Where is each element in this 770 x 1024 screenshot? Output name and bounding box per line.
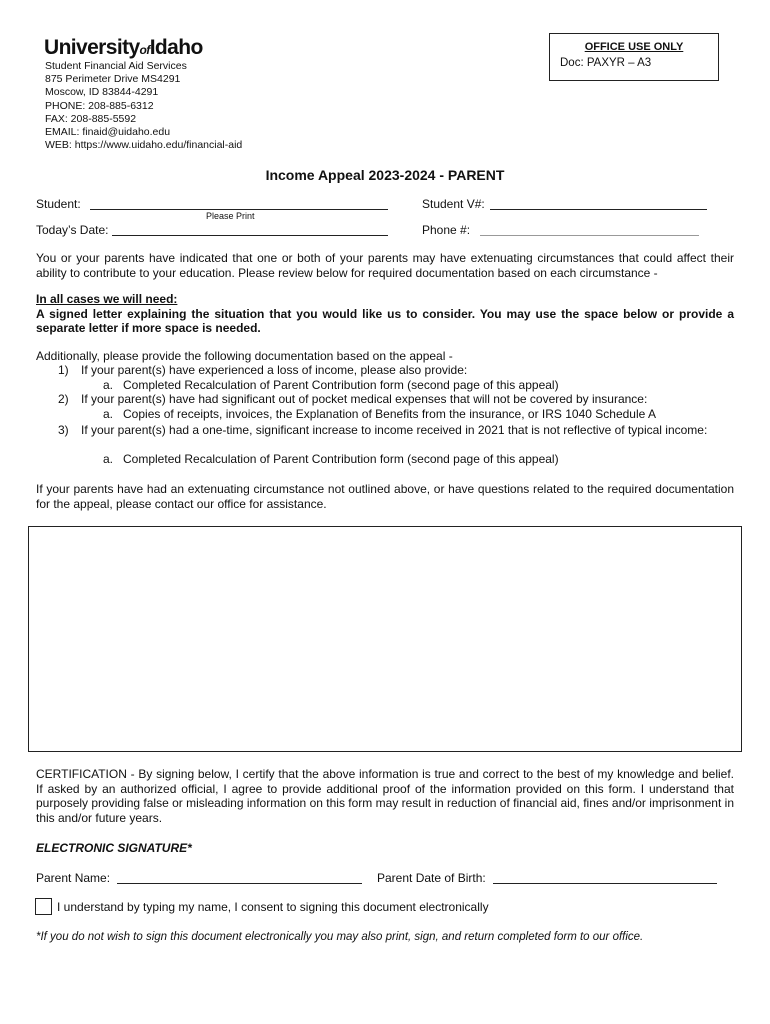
student-v-field[interactable] [490, 209, 707, 210]
office-use-title: OFFICE USE ONLY [584, 41, 684, 53]
email-line: EMAIL: finaid@uidaho.edu [45, 126, 171, 139]
phone-line: PHONE: 208-885-6312 [45, 99, 154, 112]
university-logo [44, 36, 203, 60]
item-text: If your parent(s) had a one-time, significant increase to income received in 2021 that is not reflective of typical income: [81, 423, 708, 437]
student-v-label: Student V#: [422, 197, 485, 211]
todays-date-label: Today’s Date: [36, 223, 109, 237]
logo-university: University [44, 36, 140, 59]
parent-name-field[interactable] [117, 883, 362, 884]
additionally-text: Additionally, please provide the following documentation based on the appeal - [36, 349, 453, 363]
all-cases-text: A signed letter explaining the situation that you would like us to consider. You may use the space below or provide a separate letter if more space is needed. [36, 306, 734, 335]
esignature-heading: ELECTRONIC SIGNATURE* [36, 841, 192, 855]
phone-field[interactable] [480, 235, 699, 236]
other-circumstance-paragraph: If your parents have had an extenuating circumstance not outlined above, or have questions related to the required documentation for the appeal, please contact our office for assistance. [36, 482, 734, 511]
student-name-field[interactable] [90, 209, 388, 210]
logo-of: of [139, 43, 150, 57]
address-line: 875 Perimeter Drive MS4291 [45, 73, 181, 86]
item-text: If your parent(s) have had significant out of pocket medical expenses that will not be covered by insurance: [81, 392, 648, 406]
esignature-footnote: *If you do not wish to sign this document electronically you may also print, sign, and return completed form to our office. [36, 931, 644, 943]
parent-dob-label: Parent Date of Birth: [377, 871, 486, 885]
certification-paragraph: CERTIFICATION - By signing below, I certify that the above information is true and correct to the best of my knowledge and belief. If asked by an authorized official, I agree to provide additional proof of the information provided on this form. I understand that purposely providing false or misleading information on this form may result in reduction of financial aid, fines and/or imprisonment in this and/or future years. [36, 767, 734, 825]
web-line: WEB: https://www.uidaho.edu/financial-aid [45, 139, 243, 152]
item-sub: a. Completed Recalculation of Parent Contribution form (second page of this appeal) [103, 378, 559, 392]
logo-idaho: Idaho [149, 36, 203, 59]
item-number: 1) [58, 363, 69, 377]
letter-text-area[interactable] [28, 526, 742, 752]
todays-date-field[interactable] [112, 235, 388, 236]
item-sub: a. Copies of receipts, invoices, the Explanation of Benefits from the insurance, or IRS 1040 Schedule A [103, 407, 656, 421]
all-cases-block [36, 292, 734, 336]
office-use-box [549, 33, 719, 81]
intro-paragraph: You or your parents have indicated that one or both of your parents may have extenuating circumstances that could affect their ability to contribute to your education. Please review below for required documentation based on each circumstance - [36, 251, 734, 280]
student-label: Student: [36, 197, 81, 211]
phone-label: Phone #: [422, 223, 471, 237]
office-use-doc: Doc: PAXYR – A3 [560, 57, 652, 69]
address-line: Student Financial Aid Services [45, 60, 187, 72]
parent-name-label: Parent Name: [36, 871, 111, 885]
item-number: 2) [58, 392, 69, 406]
consent-checkbox[interactable] [35, 898, 52, 915]
please-print-note: Please Print [206, 211, 255, 221]
fax-line: FAX: 208-885-5592 [45, 112, 137, 125]
all-cases-heading: In all cases we will need: [36, 292, 178, 306]
item-text: If your parent(s) have experienced a loss of income, please also provide: [81, 363, 468, 377]
item-number: 3) [58, 423, 69, 437]
address-line: Moscow, ID 83844-4291 [45, 86, 159, 99]
parent-dob-field[interactable] [493, 883, 717, 884]
item-sub: a. Completed Recalculation of Parent Contribution form (second page of this appeal) [103, 452, 559, 466]
consent-text: I understand by typing my name, I consent to signing this document electronically [57, 900, 489, 914]
office-address [45, 60, 242, 152]
form-title: Income Appeal 2023-2024 - PARENT [265, 167, 505, 183]
